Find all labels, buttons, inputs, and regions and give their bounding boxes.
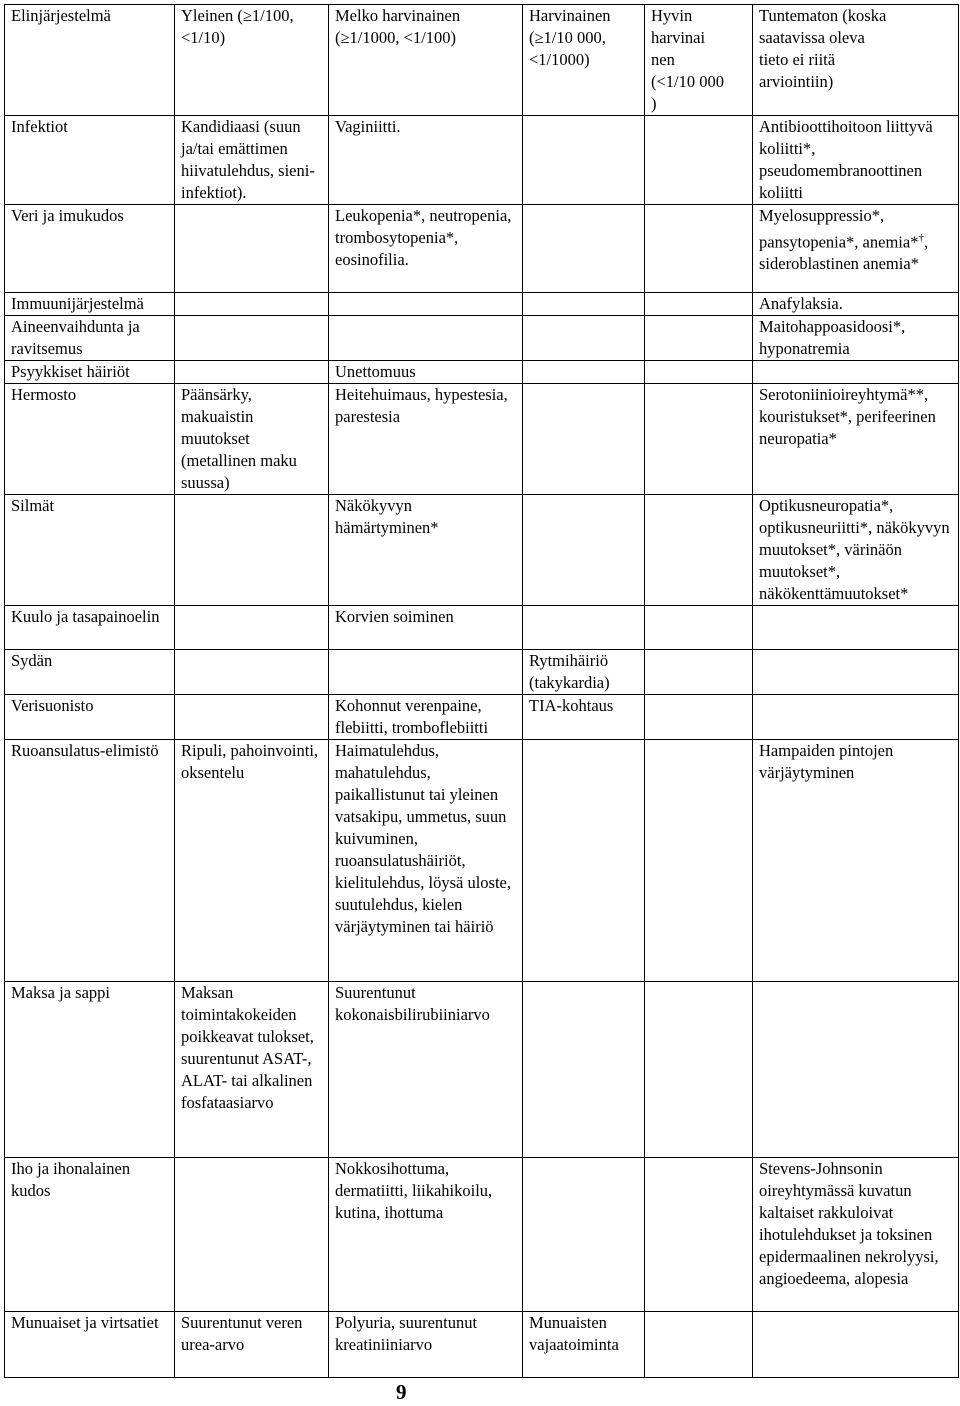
organ-system-cell: Psyykkiset häiriöt (5, 360, 175, 383)
table-body (5, 4, 959, 1377)
frequency-cell (645, 1157, 753, 1311)
frequency-cell (645, 649, 753, 694)
frequency-cell (523, 605, 645, 649)
frequency-cell (645, 1311, 753, 1377)
frequency-cell (753, 981, 959, 1157)
frequency-cell: Stevens-Johnsonin oireyhtymässä kuvatun kaltaiset rakkuloivat ihotulehdukset ja toksinen epidermaalinen nekrolyysi, angioedeema, alopesia (753, 1157, 959, 1311)
frequency-cell (753, 694, 959, 739)
frequency-cell: Ripuli, pahoinvointi, oksentelu (175, 739, 329, 981)
organ-system-cell: Hermosto (5, 383, 175, 494)
frequency-cell (645, 315, 753, 360)
organ-system-cell: Munuaiset ja virtsatiet (5, 1311, 175, 1377)
frequency-cell: Leukopenia*, neutropenia, trombosytopenia*, eosinofilia. (329, 204, 523, 292)
table-row (5, 360, 959, 383)
frequency-cell: Kandidiaasi (suun ja/tai emättimen hiivatulehdus, sieni-infektiot). (175, 115, 329, 204)
frequency-cell (329, 649, 523, 694)
frequency-cell (523, 494, 645, 605)
frequency-cell (645, 494, 753, 605)
header-cell: Tuntematon (koska saatavissa oleva tieto ei riitä arviointiin) (753, 4, 959, 115)
table-row (5, 494, 959, 605)
frequency-cell: Rytmihäiriö (takykardia) (523, 649, 645, 694)
frequency-cell (175, 315, 329, 360)
table-row (5, 649, 959, 694)
frequency-cell: Suurentunut kokonaisbilirubiiniarvo (329, 981, 523, 1157)
frequency-cell (645, 383, 753, 494)
frequency-cell (329, 292, 523, 315)
table-row (5, 204, 959, 292)
frequency-cell (523, 981, 645, 1157)
frequency-cell (523, 292, 645, 315)
frequency-cell (175, 292, 329, 315)
header-cell: Hyvin harvinai nen (<1/10 000 ) (645, 4, 753, 115)
frequency-cell (523, 204, 645, 292)
frequency-cell: Heitehuimaus, hypestesia, parestesia (329, 383, 523, 494)
frequency-cell (645, 204, 753, 292)
frequency-cell: Myelosuppressio*, pansytopenia*, anemia*†, sideroblastinen anemia* (753, 204, 959, 292)
table-row (5, 981, 959, 1157)
organ-system-cell: Maksa ja sappi (5, 981, 175, 1157)
frequency-cell (523, 115, 645, 204)
table-row (5, 383, 959, 494)
organ-system-cell: Verisuonisto (5, 694, 175, 739)
organ-system-cell: Sydän (5, 649, 175, 694)
frequency-cell: Polyuria, suurentunut kreatiniiniarvo (329, 1311, 523, 1377)
header-cell: Yleinen (≥1/100, <1/10) (175, 4, 329, 115)
frequency-cell (175, 494, 329, 605)
frequency-cell: Haimatulehdus, mahatulehdus, paikallistunut tai yleinen vatsakipu, ummetus, suun kuivuminen, ruoansulatushäiriöt, kielitulehdus, löysä uloste, suutulehdus, kielen värjäytyminen tai häiriö (329, 739, 523, 981)
frequency-cell (175, 204, 329, 292)
table-row (5, 115, 959, 204)
organ-system-cell: Infektiot (5, 115, 175, 204)
table-row (5, 1157, 959, 1311)
frequency-cell (523, 315, 645, 360)
frequency-cell: Anafylaksia. (753, 292, 959, 315)
frequency-cell (645, 739, 753, 981)
frequency-cell (523, 360, 645, 383)
frequency-cell (523, 739, 645, 981)
frequency-cell: Korvien soiminen (329, 605, 523, 649)
frequency-cell (645, 360, 753, 383)
frequency-cell: Kohonnut verenpaine, flebiitti, tromboflebiitti (329, 694, 523, 739)
organ-system-cell: Iho ja ihonalainen kudos (5, 1157, 175, 1311)
frequency-cell (753, 649, 959, 694)
frequency-cell: Unettomuus (329, 360, 523, 383)
frequency-cell (645, 605, 753, 649)
frequency-cell: TIA-kohtaus (523, 694, 645, 739)
frequency-cell (175, 1157, 329, 1311)
frequency-cell: Nokkosihottuma, dermatiitti, liikahikoilu, kutina, ihottuma (329, 1157, 523, 1311)
organ-system-cell: Kuulo ja tasapainoelin (5, 605, 175, 649)
frequency-cell (645, 292, 753, 315)
adverse-effects-table (4, 4, 959, 1378)
organ-system-cell: Aineenvaihdunta ja ravitsemus (5, 315, 175, 360)
table-row (5, 739, 959, 981)
table-row (5, 292, 959, 315)
frequency-cell: Vaginiitti. (329, 115, 523, 204)
frequency-cell: Maitohappoasidoosi*, hyponatremia (753, 315, 959, 360)
page-number: 9 (396, 1380, 407, 1404)
frequency-cell (175, 694, 329, 739)
frequency-cell: Päänsärky, makuaistin muutokset (metallinen maku suussa) (175, 383, 329, 494)
frequency-cell: Munuaisten vajaatoiminta (523, 1311, 645, 1377)
header-row (5, 4, 959, 115)
frequency-cell (523, 1157, 645, 1311)
table-row (5, 605, 959, 649)
frequency-cell (753, 605, 959, 649)
organ-system-cell: Silmät (5, 494, 175, 605)
frequency-cell (753, 360, 959, 383)
frequency-cell (645, 694, 753, 739)
table-row (5, 694, 959, 739)
organ-system-cell: Ruoansulatus-elimistö (5, 739, 175, 981)
header-cell: Harvinainen (≥1/10 000, <1/1000) (523, 4, 645, 115)
frequency-cell (645, 115, 753, 204)
frequency-cell: Optikusneuropatia*, optikusneuriitti*, näkökyvyn muutokset*, värinäön muutokset*, näkökenttämuutokset* (753, 494, 959, 605)
organ-system-cell: Immuunijärjestelmä (5, 292, 175, 315)
frequency-cell (175, 605, 329, 649)
frequency-cell: Näkökyvyn hämärtyminen* (329, 494, 523, 605)
frequency-cell: Hampaiden pintojen värjäytyminen (753, 739, 959, 981)
frequency-cell: Suurentunut veren urea-arvo (175, 1311, 329, 1377)
frequency-cell (523, 383, 645, 494)
frequency-cell (329, 315, 523, 360)
frequency-cell (645, 981, 753, 1157)
table-row (5, 315, 959, 360)
frequency-cell (753, 1311, 959, 1377)
table-row (5, 1311, 959, 1377)
frequency-cell (175, 360, 329, 383)
frequency-cell: Antibioottihoitoon liittyvä koliitti*, pseudomembranoottinen koliitti (753, 115, 959, 204)
header-cell: Melko harvinainen (≥1/1000, <1/100) (329, 4, 523, 115)
organ-system-cell: Veri ja imukudos (5, 204, 175, 292)
frequency-cell: Serotoniinioireyhtymä**, kouristukset*, perifeerinen neuropatia* (753, 383, 959, 494)
frequency-cell: Maksan toimintakokeiden poikkeavat tulokset, suurentunut ASAT-, ALAT- tai alkalinen fosfataasiarvo (175, 981, 329, 1157)
header-cell: Elinjärjestelmä (5, 4, 175, 115)
frequency-cell (175, 649, 329, 694)
